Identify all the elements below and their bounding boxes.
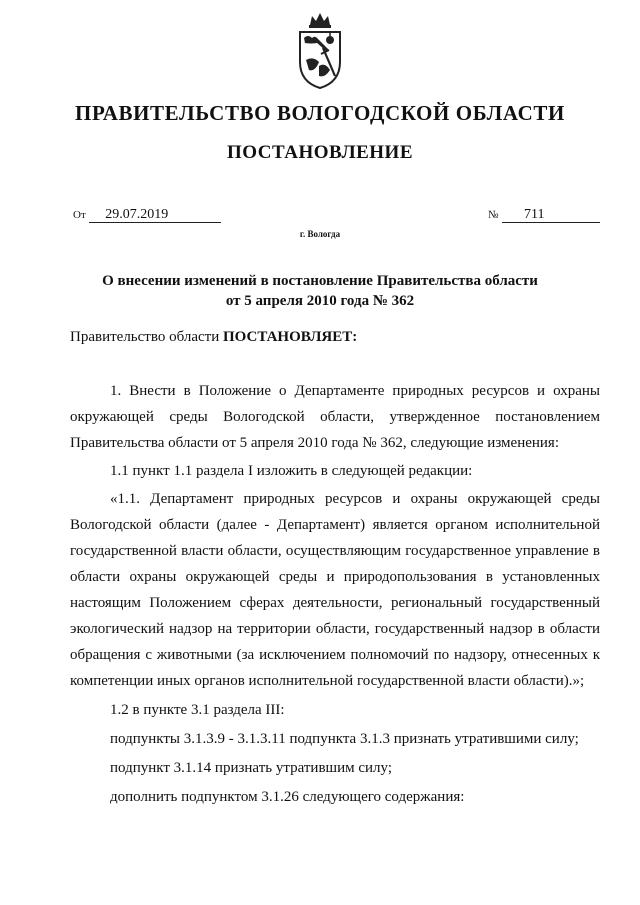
preamble-decree: ПОСТАНОВЛЯЕТ: [222,329,358,345]
paragraph-subitem-2: подпункт 3.1.14 признать утратившим силу; [110,760,392,776]
paragraph-subitem-3: дополнить подпунктом 3.1.26 следующего содержания: [110,789,465,805]
document-body [70,378,600,810]
date-field [73,207,221,223]
document-subject [70,271,570,311]
subject-line-1: О внесении изменений в постановление Правительства области [102,273,538,289]
city-label: г. Вологда [299,229,341,239]
paragraph-1: 1. Внести в Положение о Департаменте природных ресурсов и охраны окружающей среды Вологодской области, утвержденное постановлением Правительства области от 5 апреля 2010 года № 362, следующие изменения: [70,383,600,451]
paragraph-1-2: 1.2 в пункте 3.1 раздела III: [110,702,285,718]
document-type: ПОСТАНОВЛЕНИЕ [226,142,414,163]
number-field [488,207,600,223]
number-value: 711 [502,207,600,223]
paragraph-quote: «1.1. Департамент природных ресурсов и охраны окружающей среды Вологодской области (далее - Департамент) является органом исполнительной государственной власти области, осуществляющим государственное управление в области охраны окружающей среды и природопользования в установленных настоящим Положением сферах деятельности, региональный государственный экологический надзор на территории области, государственный надзор в области обращения с животными (за исключением полномочий по надзору, отнесенных к компетенции иных органов исполнительной государственной власти области).»; [70,491,600,689]
subject-line-2: от 5 апреля 2010 года № 362 [225,293,415,309]
number-label: № [488,209,499,221]
vologda-coat-of-arms-icon [297,10,343,90]
paragraph-subitem-1: подпункты 3.1.3.9 - 3.1.3.11 подпункта 3.1.3 признать утратившими силу; [110,731,579,747]
paragraph-1-1: 1.1 пункт 1.1 раздела I изложить в следующей редакции: [110,463,473,479]
preamble [70,329,357,346]
date-value: 29.07.2019 [89,207,221,223]
date-label: От [73,209,86,221]
preamble-text: Правительство области [70,329,220,345]
government-title: ПРАВИТЕЛЬСТВО ВОЛОГОДСКОЙ ОБЛАСТИ [75,101,565,125]
